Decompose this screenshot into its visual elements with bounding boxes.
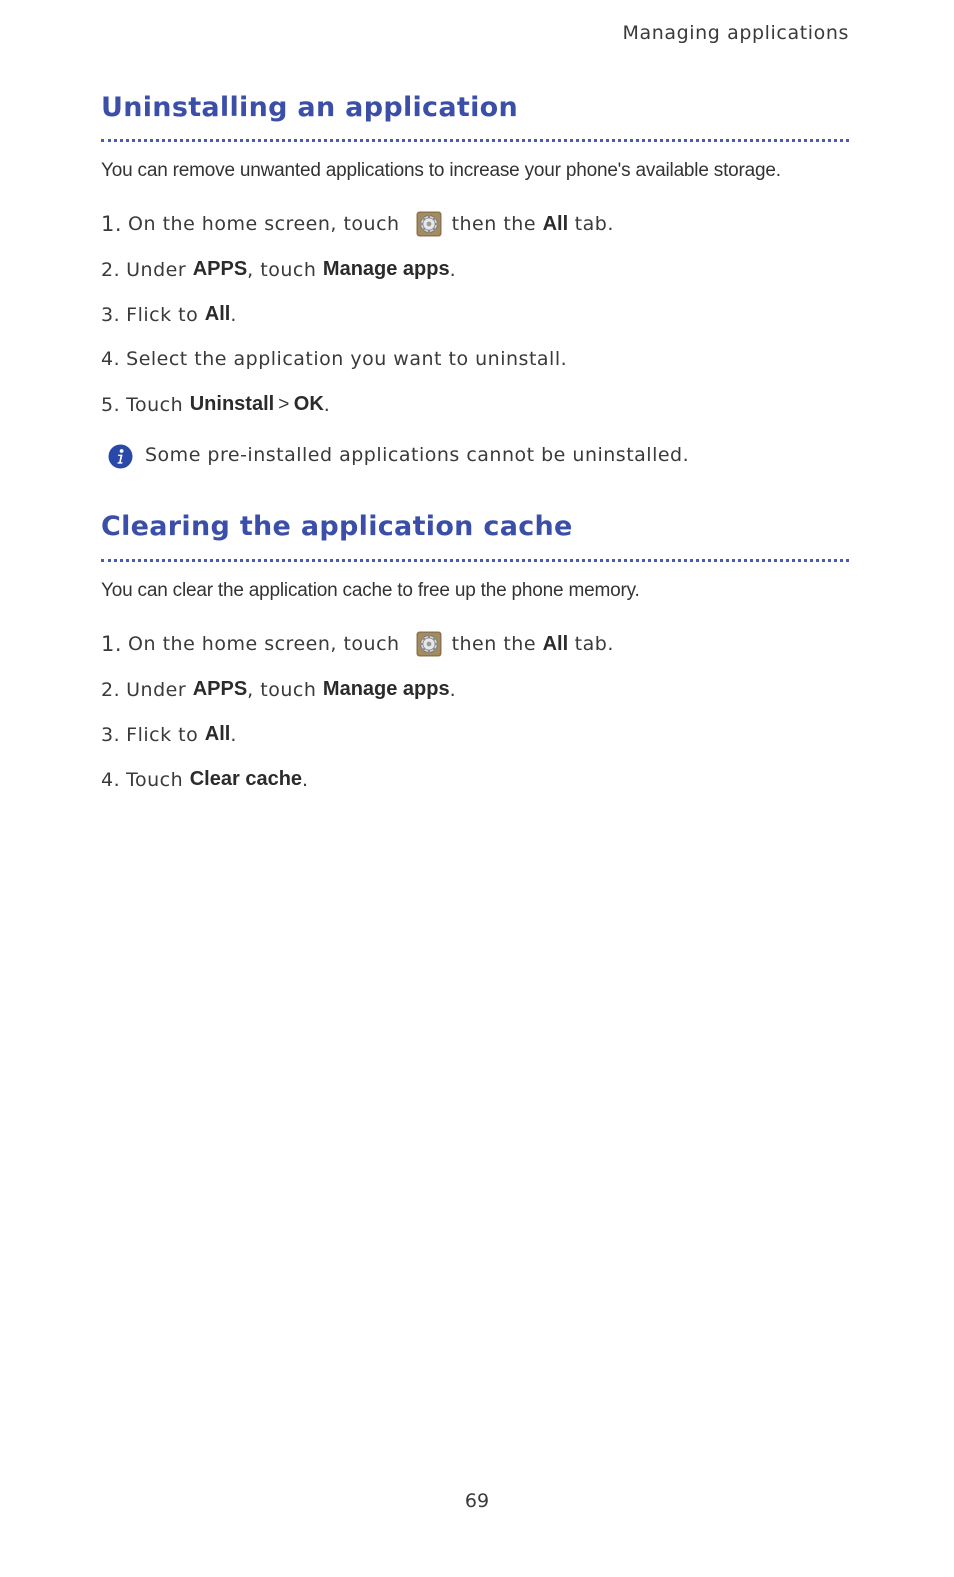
step-text: . (230, 723, 237, 746)
section-divider (101, 559, 849, 562)
step-number: 2. (101, 678, 121, 701)
step-text: tab. (574, 633, 614, 655)
info-icon (108, 444, 133, 469)
step-text: tab. (574, 213, 614, 235)
step-text: . (230, 303, 237, 326)
intro-cache: You can clear the application cache to free up the phone memory. (101, 580, 640, 601)
section-title-uninstall: Uninstalling an application (101, 92, 519, 123)
settings-gear-icon (416, 211, 442, 237)
note (108, 440, 689, 469)
step-5 (101, 393, 330, 416)
step-2 (101, 678, 456, 701)
step-text: . (449, 678, 457, 701)
bold-term: Uninstall (189, 393, 275, 415)
step-number: 3. (101, 303, 121, 326)
step-text: , touch (247, 258, 317, 281)
step-number: 1. (101, 212, 123, 236)
step-text: , touch (247, 678, 317, 701)
step-text: On the home screen, touch (128, 213, 400, 235)
step-text: Under (126, 678, 187, 701)
bold-term: Manage apps (322, 678, 450, 700)
step-2 (101, 258, 456, 281)
step-text: Flick to (126, 723, 199, 746)
step-number: 5. (101, 393, 121, 416)
step-4 (101, 348, 567, 370)
step-text: . (323, 393, 331, 416)
bold-term: All (204, 723, 231, 745)
step-3 (101, 303, 237, 326)
step-1 (101, 211, 614, 237)
step-4 (101, 768, 309, 791)
bold-term: All (204, 303, 231, 325)
step-text: Touch (126, 768, 184, 791)
bold-term: APPS (192, 258, 248, 280)
note-text: Some pre-installed applications cannot be uninstalled. (145, 443, 690, 466)
step-text: . (449, 258, 457, 281)
step-text: Under (126, 258, 187, 281)
section-divider (101, 139, 849, 142)
settings-gear-icon (416, 631, 442, 657)
step-text: then the (451, 633, 537, 655)
running-header: Managing applications (622, 22, 849, 44)
step-text: Touch (126, 393, 184, 416)
step-3 (101, 723, 237, 746)
step-number: 3. (101, 723, 121, 746)
bold-term: Clear cache (189, 768, 303, 790)
bold-term: Manage apps (322, 258, 450, 280)
step-text: On the home screen, touch (128, 633, 400, 655)
section-title-cache: Clearing the application cache (101, 511, 573, 542)
separator: > (278, 393, 290, 415)
step-number: 4. (101, 768, 121, 791)
bold-term: APPS (192, 678, 248, 700)
step-text: . (302, 768, 309, 791)
bold-term: All (542, 212, 569, 235)
intro-uninstall: You can remove unwanted applications to increase your phone's available storage. (101, 160, 781, 181)
step-number: 1. (101, 632, 123, 656)
step-text: Select the application you want to uninstall. (126, 348, 568, 370)
step-1 (101, 631, 614, 657)
bold-term: OK (293, 393, 324, 415)
step-text: then the (451, 213, 537, 235)
bold-term: All (542, 632, 569, 655)
step-text: Flick to (126, 303, 199, 326)
page-number: 69 (464, 1490, 490, 1512)
step-number: 2. (101, 258, 121, 281)
step-number: 4. (101, 348, 121, 370)
